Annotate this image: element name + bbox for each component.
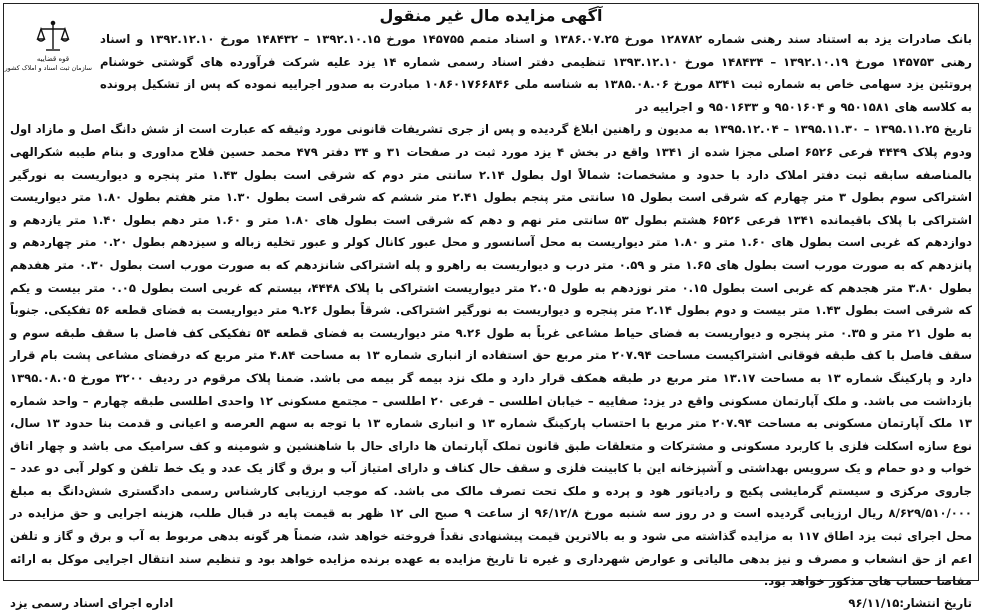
logo-org-line1: قوه قضاییه [36, 55, 70, 63]
publication-date: تاریخ انتشار:۹۶/۱۱/۱۵ [848, 595, 972, 610]
notice-paragraph-main: تاریخ ۱۳۹۵.۱۱.۲۵ – ۱۳۹۵.۱۱.۳۰ – ۱۳۹۵.۱۲.۰۴ به مدیون و راهنین ابلاغ گردیده و پس از جری تشریفات قانونی مورد وثیقه که عبارت است از شش دانگ اصل و مازاد اول ودوم پلاک ۴۴۴۹ فرعی ۶۵۲۶ اصلی مجزا شده از ۱۳۴۱ واقع در بخش ۴ یزد مورد ثبت در صفحات ۳۱ و ۳۴ دفتر ۴۷۹ محمد حسین فلاح مداوری و بنام طیبه شکرالهی بالمناصفه سابقه ثبت دفتر املاک دارد با حدود و مشخصات: شمالاً اول بطول ۲.۱۴ سانتی متر دوم که شرقی است بطول ۱.۴۳ متر پنجره و دیواریست به نورگیر اشتراکی سوم بطول ۳ متر چهارم که شرقی است بطول ۱۵ سانتی متر پنجم بطول ۲.۴۱ متر ششم که شرقی است بطول ۱.۳۰ متر هفتم بطول ۱.۸۰ متر دیواریست اشتراکی با پلاک باقیمانده ۱۳۴۱ فرعی ۶۵۲۶ هشتم بطول ۵۳ سانتی متر نهم و دهم که شرقی است بطول های ۱.۸۰ متر و ۱.۶۰ متر دهم بطول ۱.۴۰ متر یازدهم و دوازدهم که غربی است بطول های ۱.۶۰ متر و ۱.۸۰ متر دیواریست به محل آسانسور و محل عبور کانال کولر و عبور تخلیه زباله و سیزدهم بطول ۰.۲۰ متر چهاردهم و پانزدهم که به صورت مورب است بطول های ۱.۶۵ متر و ۰.۵۹ متر درب و دیواریست به راهرو و پله اشتراکی شانزدهم که به صورت مورب است بطول ۰.۳۰ متر هفدهم بطول ۳.۸۰ متر هجدهم که غربی است بطول ۰.۱۵ متر نوزدهم به طول ۲.۰۵ متر دیواریست اشتراکی با پلاک ۴۴۴۸، بیستم که غربی است بطول ۰.۰۵ متر بیست و یکم که شرقی است بطول ۱.۴۳ متر بیست و دوم بطول ۲.۱۴ متر پنجره و دیواریست به نورگیر اشتراکی. شرقاً بطول ۹.۲۶ متر دیواریست به فضای قطعه ۵۶ تفکیکی. جنوباً به طول ۲۱ متر و ۰.۳۵ متر پنجره و دیواریست به فضای حیاط مشاعی غرباً به طول ۹.۲۶ متر دیواریست به فضای قطعه ۵۴ تفکیکی کف فاصل با سقف طبقه سوم و سقف فاصل با کف طبقه فوقانی اشتراکیست مساحت ۲۰۷.۹۴ متر مربع حق استفاده از انباری شماره ۱۳ به مساحت ۴.۸۴ متر مربع که درفضای مشاعی پشت بام قرار دارد و پارکینگ شماره ۱۳ به مساحت ۱۳.۱۷ متر مربع در طبقه همکف قرار دارد و ملک نزد بیمه گر بیمه می باشد. ضمنا پلاک مرقوم در ردیف ۳۲۰۰ مورخ ۱۳۹۵.۰۸.۰۵ بازداشت می باشد. و ملک آپارتمان مسکونی واقع در یزد: صفاییه – خیابان اطلسی – فرعی ۲۰ اطلسی – مجتمع مسکونی ۱۲ واحدی اطلسی طبقه چهارم – واحد شماره ۱۳ ملک آپارتمان مسکونی به مساحت ۲۰۷.۹۴ متر مربع با احتساب پارکینگ شماره ۱۳ و انباری شماره ۱۳ با توجه به سهم العرصه و اعیانی و قدمت بنا حدود ۱۳ سال، نوع سازه اسکلت فلزی با کاربرد مسکونی و مشترکات و متعلقات طبق قانون تملک آپارتمان ها دارای حال با شاهنشین و شومینه و کف سرامیک می باشد و چهار اتاق خواب و دو حمام و یک سرویس بهداشتی و آشپزخانه این با کابینت فلزی و سقف حال کناف و دارای امتیاز آب و برق و گاز یک عدد و یک خط تلفن و کولر آبی دو عدد – جاروی مرکزی و سیستم گرمایشی پکیج و رادیاتور هود و پرده و ملک تحت تصرف مالک می باشد. که موجب ارزیابی کارشناس رسمی دادگستری شش‌دانگ به مبلغ ۸/۶۲۹/۵۱۰/۰۰۰ ریال ارزیابی گردیده است و در روز سه شنبه مورخ ۹۶/۱۲/۸ از ساعت ۹ صبح الی ۱۲ ظهر به قیمت پایه در قبال طلب، هزینه اجرایی و حق مزایده در محل اجرای ثبت یزد اطاق ۱۱۷ به مزایده گذاشته می شود و به بالاترین قیمت پیشنهادی نقداً فروخته خواهد شد، ضمناً هر گونه بدهی مربوط به آب و برق و گاز و تلفن اعم از حق انشعاب و مصرف و نیز بدهی مالیاتی و عوارض شهرداری و غیره تا تاریخ مزایده به عهده برنده مزایده خواهد بود و تنظیم سند انتقال اجرایی موکل به ارائه مفاصا حساب های مذکور خواهد بود. [10, 122, 973, 589]
scales-of-justice-icon [36, 20, 70, 54]
logo-org-line2: سازمان ثبت اسناد و املاک کشور [4, 64, 92, 72]
notice-footer [10, 593, 972, 613]
issuing-office-signature: اداره اجرای اسناد رسمی یزد [10, 595, 174, 610]
notice-paragraph-top: بانک صادرات یزد به استناد سند رهنی شماره ۱۲۸۷۸۲ مورخ ۱۳۸۶.۰۷.۲۵ و اسناد متمم ۱۴۵۷۵۵ مورخ ۱۳۹۲.۱۰.۱۵ – ۱۴۸۴۳۲ مورخ ۱۳۹۲.۱۲.۱۰ و اسناد رهنی ۱۴۵۷۵۳ مورخ ۱۳۹۲.۱۰.۱۹ – ۱۴۸۴۳۴ مورخ ۱۳۹۳.۱۲.۱۰ تنظیمی دفتر اسناد رسمی شماره ۱۴ یزد علیه شرکت فرآورده های گوشتی خوشنام پروتئین یزد سهامی خاص به شماره ثبت ۸۳۴۱ مورخ ۱۳۸۵.۰۸.۰۶ به شناسه ملی ۱۰۸۶۰۱۷۶۶۸۴۶ مبادرت به صدور اجراییه نموده که پس از تشکیل پرونده به کلاسه های ۹۵۰۱۵۸۱ و ۹۵۰۱۶۰۴ و ۹۵۰۱۶۳۳ و اجراییه در [100, 32, 972, 114]
notice-title: آگهی مزایده مال غیر منقول [379, 6, 603, 25]
judiciary-logo [4, 20, 92, 73]
